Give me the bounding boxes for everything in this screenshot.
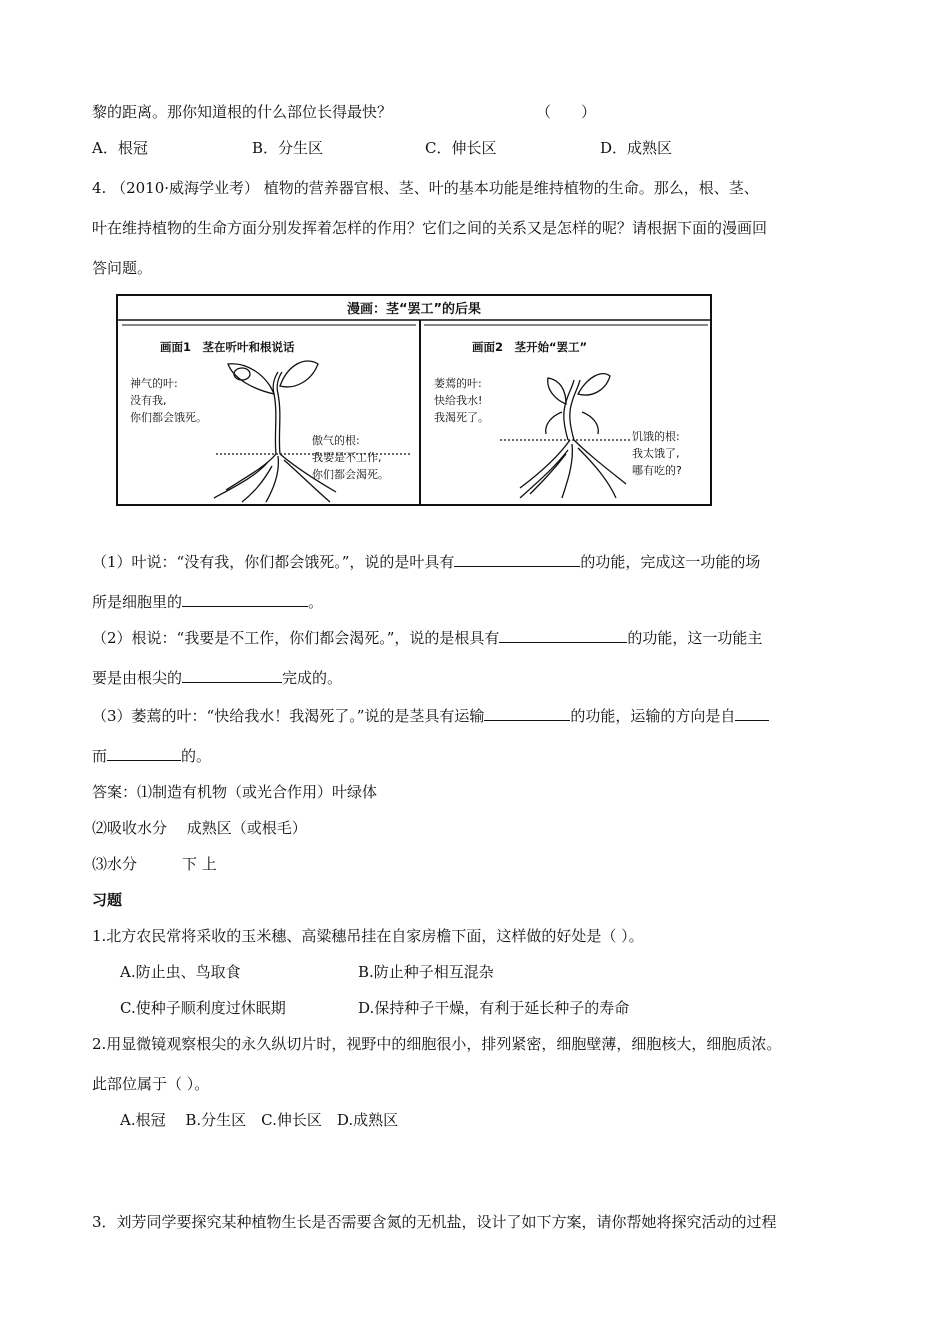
q3-option-d: D．成熟区 bbox=[600, 139, 673, 157]
panel2-leaf-line3: 我渴死了。 bbox=[434, 411, 489, 424]
q4-sub3-line2 bbox=[92, 746, 211, 766]
q4-sub3-line1 bbox=[92, 706, 769, 726]
comic-frame bbox=[117, 295, 711, 505]
q4-sub1-text-d: 。 bbox=[308, 593, 324, 611]
panel1-caption: 画面1 茎在听叶和根说话 bbox=[160, 340, 295, 354]
q4-sub1-line2 bbox=[92, 592, 323, 612]
ex1-option-d: D.保持种子干燥，有利于延长种子的寿命 bbox=[358, 999, 630, 1017]
panel2-leaf-line1: 萎蔫的叶: bbox=[434, 377, 482, 390]
ex1-option-a: A.防止虫、鸟取食 bbox=[120, 963, 241, 981]
q3-option-b: B．分生区 bbox=[252, 139, 324, 157]
panel2-root-line1: 饥饿的根: bbox=[632, 430, 680, 443]
panel2-root-line2: 我太饿了, bbox=[632, 447, 680, 460]
q4-answer-line2: ⑵吸收水分 成熟区（或根毛） bbox=[92, 819, 307, 837]
comic-illustration bbox=[116, 294, 712, 506]
q4-sub1-line1 bbox=[92, 552, 760, 572]
exercises-heading: 习题 bbox=[92, 891, 123, 909]
q3-tail-line bbox=[92, 102, 392, 122]
panel1-root-line2: 我要是不工作, bbox=[312, 451, 382, 464]
q4-sub3-blank2[interactable] bbox=[735, 706, 769, 721]
q4-answer-line1: 答案：⑴制造有机物（或光合作用）叶绿体 bbox=[92, 783, 378, 801]
q4-sub3-blank3[interactable] bbox=[107, 746, 181, 761]
panel2-plant-drawing bbox=[500, 374, 630, 498]
q4-sub2-text-a: （2）根说：“我要是不工作，你们都会渴死。”，说的是根具有 bbox=[92, 629, 500, 647]
q4-sub2-text-c: 要是由根尖的 bbox=[92, 669, 183, 687]
panel2-leaf-line2: 快给我水! bbox=[434, 394, 483, 407]
panel1-root-line1: 傲气的根: bbox=[312, 434, 360, 447]
comic-title: 漫画：茎“罢工”的后果 bbox=[346, 302, 482, 317]
panel1-root-line3: 你们都会渴死。 bbox=[312, 468, 389, 481]
panel1-leaf-line3: 你们都会饿死。 bbox=[130, 411, 207, 424]
ex2-question-line2: 此部位属于（ ）。 bbox=[92, 1075, 210, 1093]
panel2-caption: 画面2 茎开始“罢工” bbox=[472, 340, 588, 354]
q4-sub1-text-a: （1）叶说：“没有我，你们都会饿死。”，说的是叶具有 bbox=[92, 553, 455, 571]
q3-tail-text: 黎的距离。那你知道根的什么部位长得最快？ bbox=[92, 103, 393, 121]
q4-stem-line1: 4. （2010·威海学业考） 植物的营养器官根、茎、叶的基本功能是维持植物的生命。那么，根、茎、 bbox=[92, 179, 759, 197]
q4-sub3-text-a: （3）萎蔫的叶：“快给我水！我渴死了。”说的是茎具有运输 bbox=[92, 707, 485, 725]
ex2-options: A.根冠 B.分生区 C.伸长区 D.成熟区 bbox=[120, 1111, 399, 1129]
q4-sub3-text-c: 而 bbox=[92, 747, 108, 765]
ex2-question-line1: 2.用显微镜观察根尖的永久纵切片时，视野中的细胞很小，排列紧密，细胞壁薄，细胞核大，细胞质浓。 bbox=[92, 1035, 782, 1053]
panel1-leaf-line2: 没有我, bbox=[130, 394, 167, 407]
q3-answer-paren: （ ） bbox=[536, 103, 597, 121]
q4-stem-line2: 叶在维持植物的生命方面分别发挥着怎样的作用？它们之间的关系又是怎样的呢？请根据下面的漫画回 bbox=[92, 219, 768, 237]
q4-sub2-text-d: 完成的。 bbox=[282, 669, 343, 687]
q4-answer-line3: ⑶水分 下 上 bbox=[92, 855, 217, 873]
ex1-option-c: C.使种子顺利度过休眠期 bbox=[120, 999, 286, 1017]
q4-sub3-blank1[interactable] bbox=[484, 706, 570, 721]
ex3-question: 3．刘芳同学要探究某种植物生长是否需要含氮的无机盐，设计了如下方案，请你帮她将探究活动的过程 bbox=[92, 1213, 777, 1231]
q4-sub1-text-b: 的功能，完成这一功能的场 bbox=[580, 553, 761, 571]
q4-sub2-blank2[interactable] bbox=[182, 668, 282, 683]
q4-sub2-line1 bbox=[92, 628, 762, 648]
q4-sub2-text-b: 的功能，这一功能主 bbox=[627, 629, 763, 647]
q4-sub3-text-d: 的。 bbox=[181, 747, 212, 765]
panel2-root-line3: 哪有吃的? bbox=[632, 464, 682, 477]
q3-option-c: C．伸长区 bbox=[425, 139, 497, 157]
q4-sub1-text-c: 所是细胞里的 bbox=[92, 593, 183, 611]
ex1-option-b: B.防止种子相互混杂 bbox=[358, 963, 494, 981]
q4-sub2-line2 bbox=[92, 668, 342, 688]
q4-sub1-blank2[interactable] bbox=[182, 592, 308, 607]
panel1-leaf-line1: 神气的叶: bbox=[130, 377, 178, 390]
q4-sub2-blank1[interactable] bbox=[499, 628, 627, 643]
q3-option-a: A．根冠 bbox=[92, 139, 148, 157]
q4-sub1-blank1[interactable] bbox=[454, 552, 580, 567]
q4-stem-line3: 答问题。 bbox=[92, 259, 153, 277]
ex1-question: 1.北方农民常将采收的玉米穗、高粱穗吊挂在自家房檐下面，这样做的好处是（ ）。 bbox=[92, 927, 644, 945]
q4-sub3-text-b: 的功能，运输的方向是自 bbox=[570, 707, 736, 725]
